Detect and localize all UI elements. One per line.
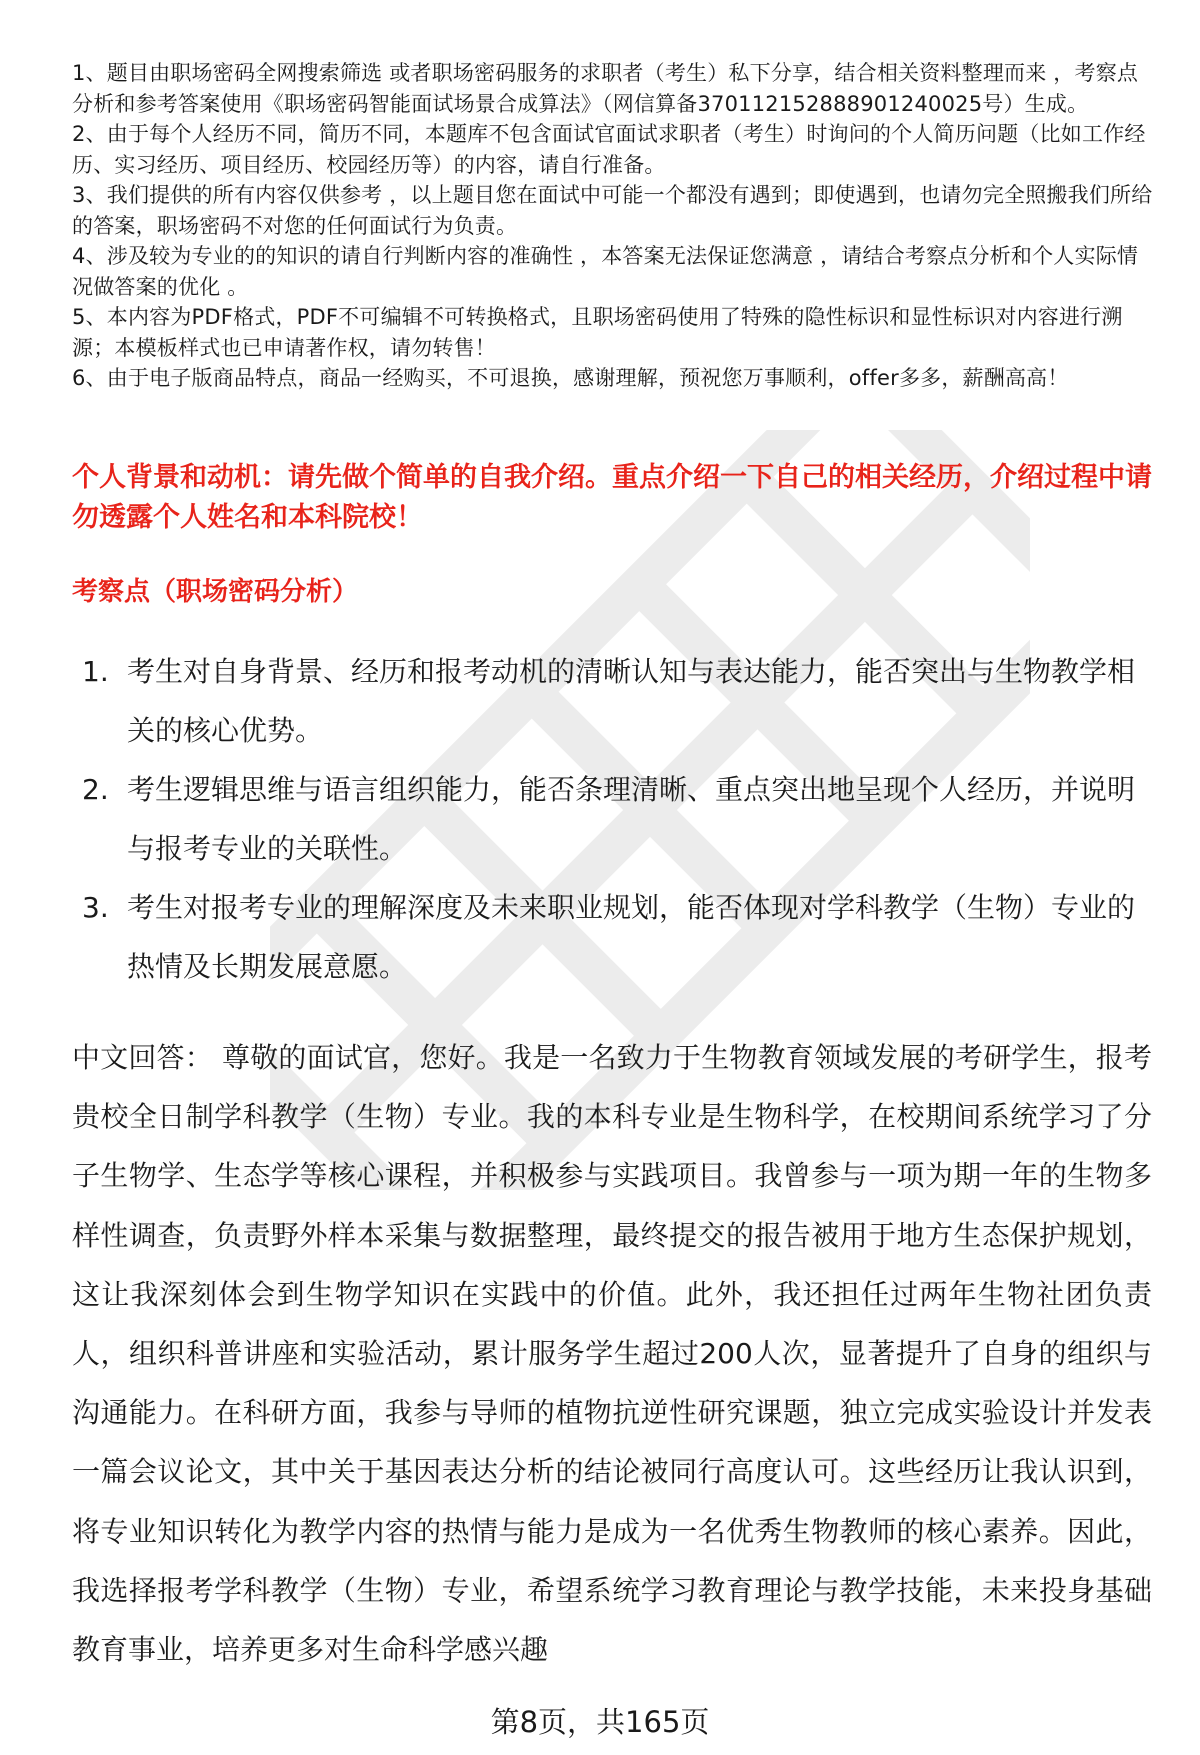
point-number: 3. [82, 891, 109, 924]
point-number: 2. [82, 773, 109, 806]
notice-item-6: 6、由于电子版商品特点，商品一经购买，不可退换，感谢理解，预祝您万事顺利，offer多多，薪酬高高！ [72, 366, 1069, 390]
analysis-point [72, 642, 1152, 760]
point-number: 1. [82, 655, 109, 688]
question-title: 个人背景和动机：请先做个简单的自我介绍。重点介绍一下自己的相关经历，介绍过程中请勿透露个人姓名和本科院校！ [72, 462, 1152, 533]
notice-item-5: 5、本内容为PDF格式，PDF不可编辑不可转换格式，且职场密码使用了特殊的隐性标识和显性标识对内容进行溯源；本模板样式也已申请著作权，请勿转售！ [72, 305, 1123, 360]
disclaimer-notice [72, 58, 1158, 394]
analysis-point [72, 760, 1152, 878]
point-text: 考生逻辑思维与语言组织能力，能否条理清晰、重点突出地呈现个人经历，并说明与报考专业的关联性。 [127, 773, 1136, 865]
analysis-point [72, 878, 1152, 996]
analysis-points-list [72, 642, 1152, 996]
notice-item-3: 3、我们提供的所有内容仅供参考 ，以上题目您在面试中可能一个都没有遇到；即使遇到，也请勿完全照搬我们所给的答案，职场密码不对您的任何面试行为负责。 [72, 183, 1153, 238]
answer-paragraph: 中文回答： 尊敬的面试官，您好。我是一名致力于生物教育领域发展的考研学生，报考贵校全日制学科教学（生物）专业。我的本科专业是生物科学，在校期间系统学习了分子生物学、生态学等核心课程，并积极参与实践项目。我曾参与一项为期一年的生物多样性调查，负责野外样本采集与数据整理，最终提交的报告被用于地方生态保护规划，这让我深刻体会到生物学知识在实践中的价值。此外，我还担任过两年生物社团负责人，组织科普讲座和实验活动，累计服务学生超过200人次，显著提升了自身的组织与沟通能力。在科研方面，我参与导师的植物抗逆性研究课题，独立完成实验设计并发表一篇会议论文，其中关于基因表达分析的结论被同行高度认可。这些经历让我认识到，将专业知识转化为教学内容的热情与能力是成为一名优秀生物教师的核心素养。因此，我选择报考学科教学（生物）专业，希望系统学习教育理论与教学技能，未来投身基础教育事业，培养更多对生命科学感兴趣 [72, 1041, 1152, 1667]
analysis-heading: 考察点（职场密码分析） [72, 577, 359, 607]
notice-item-2: 2、由于每个人经历不同，简历不同，本题库不包含面试官面试求职者（考生）时询问的个人简历问题（比如工作经历、实习经历、项目经历、校园经历等）的内容，请自行准备。 [72, 122, 1146, 177]
point-text: 考生对自身背景、经历和报考动机的清晰认知与表达能力，能否突出与生物教学相关的核心优势。 [127, 655, 1136, 747]
point-text: 考生对报考专业的理解深度及未来职业规划，能否体现对学科教学（生物）专业的热情及长期发展意愿。 [127, 891, 1136, 983]
notice-item-1: 1、题目由职场密码全网搜索筛选 或者职场密码服务的求职者（考生）私下分享，结合相关资料整理而来 ，考察点分析和参考答案使用《职场密码智能面试场景合成算法》（网信算备370112152888901240025号）生成。 [72, 61, 1139, 116]
notice-item-4: 4、涉及较为专业的的知识的请自行判断内容的准确性 ，本答案无法保证您满意 ，请结合考察点分析和个人实际情况做答案的优化 。 [72, 244, 1139, 299]
page-number-footer: 第8页，共165页 [490, 1705, 710, 1739]
